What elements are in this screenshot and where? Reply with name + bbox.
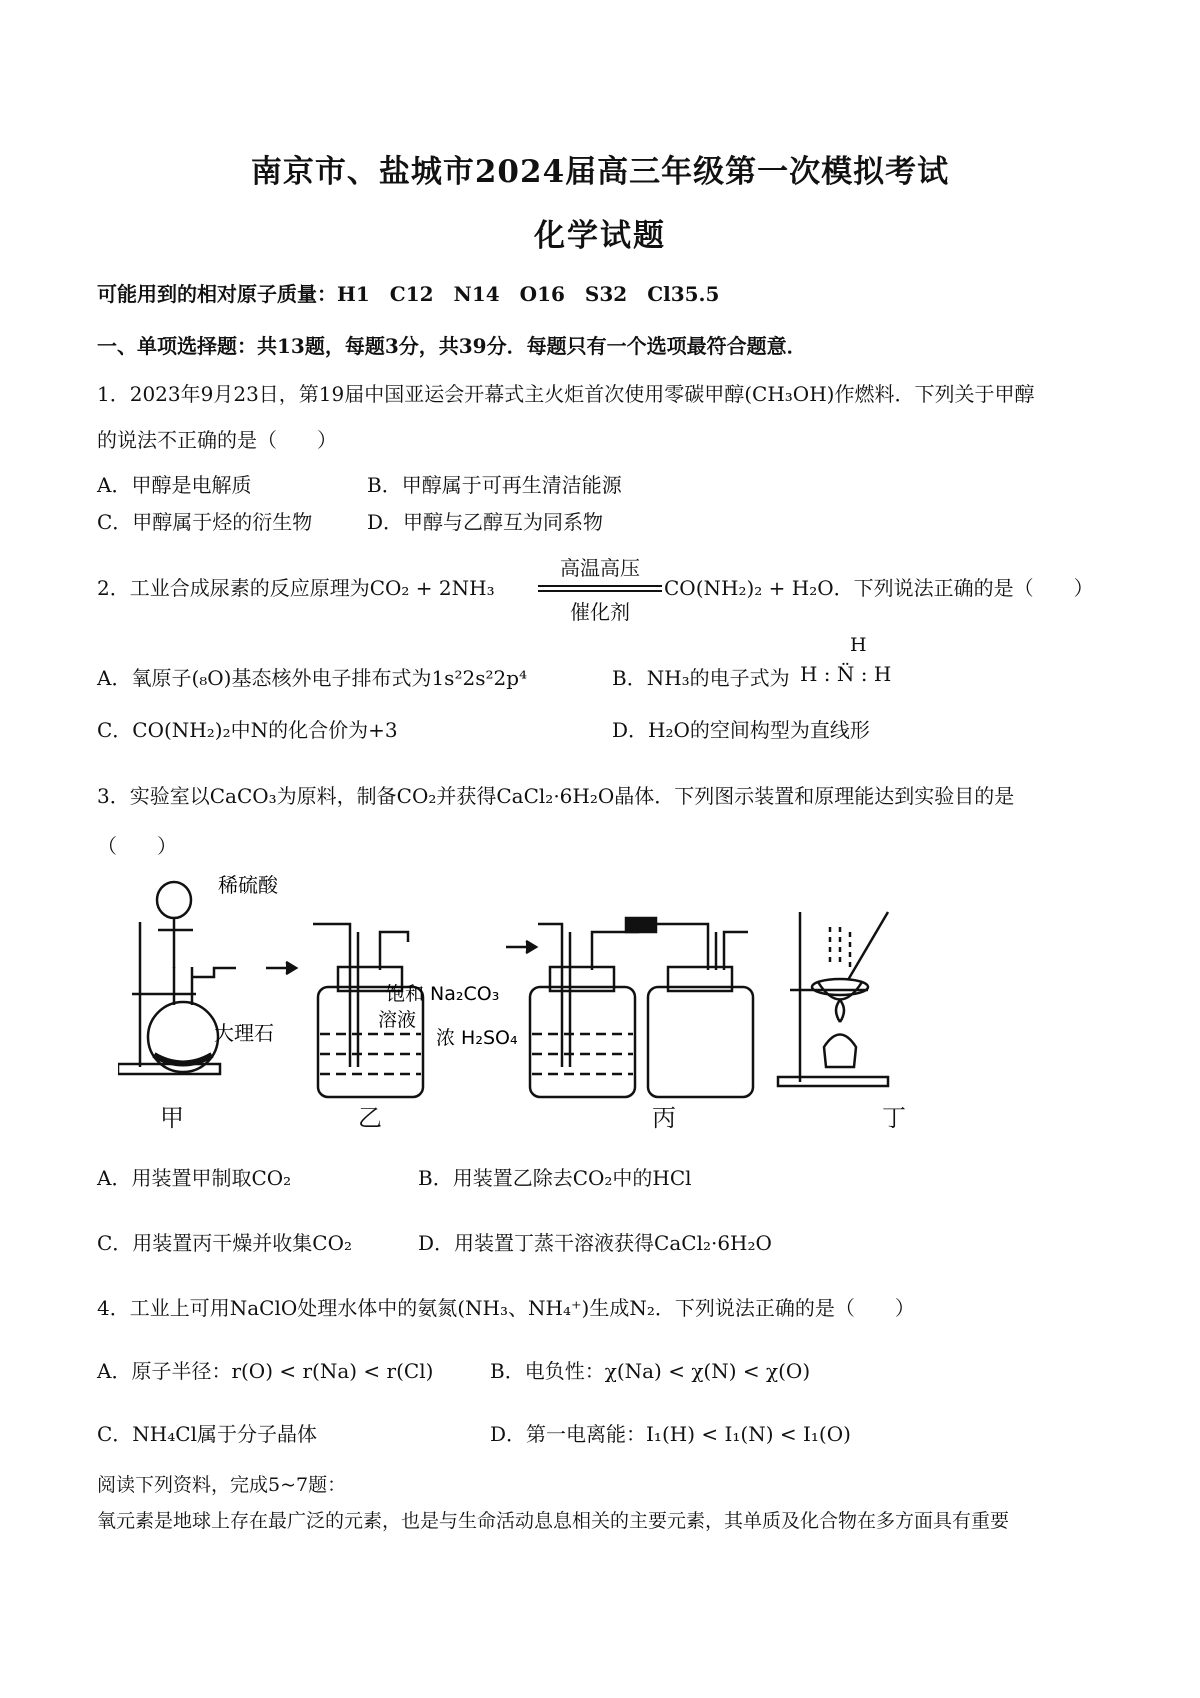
q4-option-d: D．第一电离能：I₁(H) < I₁(N) < I₁(O): [490, 1422, 851, 1446]
q2-electron-h-top: H: [850, 634, 867, 656]
label-solution: 溶液: [378, 1009, 417, 1031]
q1-option-a: A．甲醇是电解质: [97, 473, 252, 497]
reading-intro: 阅读下列资料，完成5~7题：: [97, 1474, 347, 1496]
reading-text: 氧元素是地球上存在最广泛的元素，也是与生命活动息息相关的主要元素，其单质及化合物在多方面具有重要: [97, 1510, 1010, 1532]
q3-option-b: B．用装置乙除去CO₂中的HCl: [418, 1166, 692, 1190]
drying-bottle: [530, 987, 635, 1097]
q3-option-c: C．用装置丙干燥并收集CO₂: [97, 1231, 353, 1255]
q3-option-d: D．用装置丁蒸干溶液获得CaCl₂·6H₂O: [418, 1231, 772, 1255]
dropping-funnel: [157, 882, 191, 918]
q1-option-d: D．甲醇与乙醇互为同系物: [367, 510, 604, 534]
q1-stem-line1: 1．2023年9月23日，第19届中国亚运会开幕式主火炬首次使用零碳甲醇(CH₃OH)作燃料．下列关于甲醇: [97, 382, 1035, 406]
section-heading: 一、单项选择题：共13题，每题3分，共39分．每题只有一个选项最符合题意．: [97, 334, 807, 358]
q3-stem-line1: 3．实验室以CaCO₃为原料，制备CO₂并获得CaCl₂·6H₂O晶体．下列图示装置和原理能达到实验目的是: [97, 784, 1015, 808]
q1-option-c: C．甲醇属于烃的衍生物: [97, 510, 313, 534]
q4-option-b: B．电负性：χ(Na) < χ(N) < χ(O): [490, 1359, 811, 1383]
label-h2so4: 浓 H₂SO₄: [436, 1027, 518, 1049]
label-acid: 稀硫酸: [218, 873, 278, 897]
exam-title: 南京市、盐城市2024届高三年级第一次模拟考试: [250, 154, 950, 190]
q4-option-a: A．原子半径：r(O) < r(Na) < r(Cl): [97, 1359, 434, 1383]
fig-label-jia: 甲: [160, 1104, 184, 1132]
q3-stem-line2: （ ）: [97, 834, 177, 858]
rubber-connector: [626, 918, 656, 932]
q2-condition-bottom: 催化剂: [570, 600, 630, 624]
fig-label-ding: 丁: [882, 1104, 906, 1132]
atomic-masses: 可能用到的相对原子质量：H1 C12 N14 O16 S32 Cl35.5: [97, 282, 720, 306]
stand-base-ding: [778, 1077, 888, 1086]
q2-option-d: D．H₂O的空间构型为直线形: [612, 718, 870, 742]
collection-bottle: [648, 987, 753, 1097]
label-na2co3: 饱和 Na₂CO₃: [386, 983, 500, 1005]
q1-stem-line2: 的说法不正确的是（ ）: [97, 428, 337, 452]
q2-condition-top: 高温高压: [560, 556, 640, 580]
q4-option-c: C．NH₄Cl属于分子晶体: [97, 1422, 317, 1446]
q2-option-b: B．NH₃的电子式为: [612, 666, 790, 690]
exam-subject: 化学试题: [534, 218, 666, 254]
q4-stem: 4．工业上可用NaClO处理水体中的氨氮(NH₃、NH₄⁺)生成N₂．下列说法正确的是（ ）: [97, 1296, 915, 1320]
equals-sign: [538, 585, 662, 592]
q2-option-c: C．CO(NH₂)₂中N的化合价为+3: [97, 718, 398, 742]
glass-rod: [848, 912, 888, 980]
alcohol-lamp: [824, 1035, 856, 1068]
label-marble: 大理石: [214, 1021, 274, 1045]
fig-label-yi: 乙: [358, 1104, 382, 1132]
q2-reaction-condition: [538, 552, 662, 625]
q1-option-b: B．甲醇属于可再生清洁能源: [367, 473, 622, 497]
delivery-tube-jia: [192, 968, 236, 977]
q2-stem-left: 2．工业合成尿素的反应原理为CO₂ + 2NH₃: [97, 576, 495, 600]
fig-label-bing: 丙: [652, 1104, 676, 1132]
marble-chips: [154, 1055, 212, 1064]
q2-option-a: A．氧原子(₈O)基态核外电子排布式为1s²2s²2p⁴: [97, 666, 528, 690]
apparatus-figure: [118, 872, 998, 1122]
q2-electron-formula: H : N̈ : H: [800, 662, 892, 686]
q2-stem-right: CO(NH₂)₂ + H₂O．下列说法正确的是（ ）: [664, 576, 1094, 600]
apparatus-drawing: [118, 872, 998, 1122]
flame: [836, 1000, 844, 1022]
q3-option-a: A．用装置甲制取CO₂: [97, 1166, 292, 1190]
